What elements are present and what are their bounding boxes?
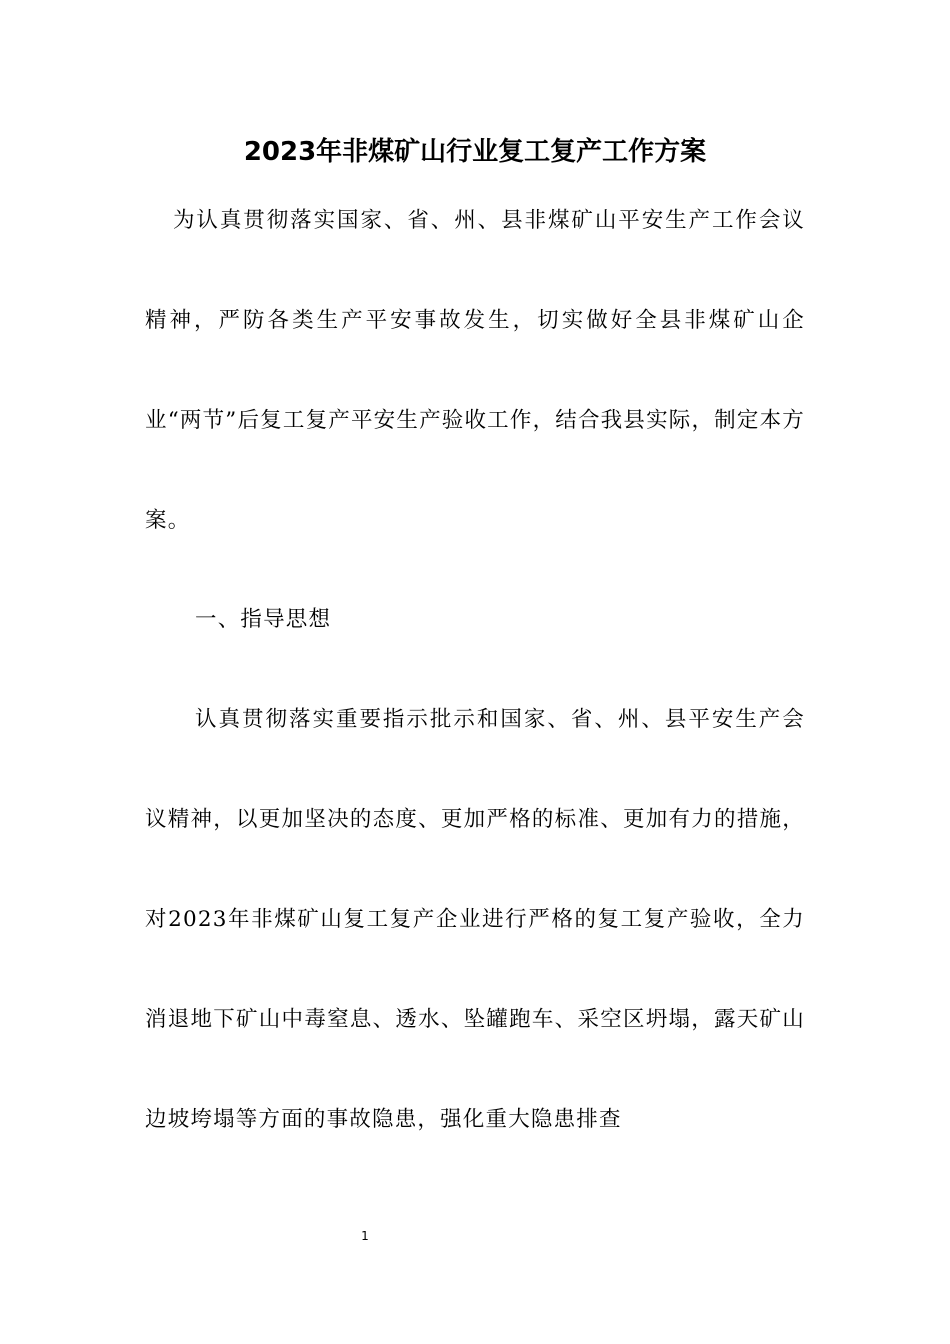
intro-paragraph: 为认真贯彻落实国家、省、州、县非煤矿山平安生产工作会议精神，严防各类生产平安事故发生，切实做好全县非煤矿山企业“两节”后复工复产平安生产验收工作，结合我县实际，制定本方案。 <box>145 208 805 533</box>
guiding-thought-paragraph: 认真贯彻落实重要指示批示和国家、省、州、县平安生产会议精神，以更加坚决的态度、更加严格的标准、更加有力的措施，对2023年非煤矿山复工复产企业进行严格的复工复产验收，全力消退地下矿山中毒窒息、透水、坠罐跑车、采空区坍塌，露天矿山边坡垮塌等方面的事故隐患，强化重大隐患排查 <box>145 707 805 1132</box>
page-number: 1 <box>361 1229 369 1243</box>
section-heading-guiding-thought: 一、指导思想 <box>195 607 332 632</box>
document-title: 2023年非煤矿山行业复工复产工作方案 <box>243 137 707 167</box>
